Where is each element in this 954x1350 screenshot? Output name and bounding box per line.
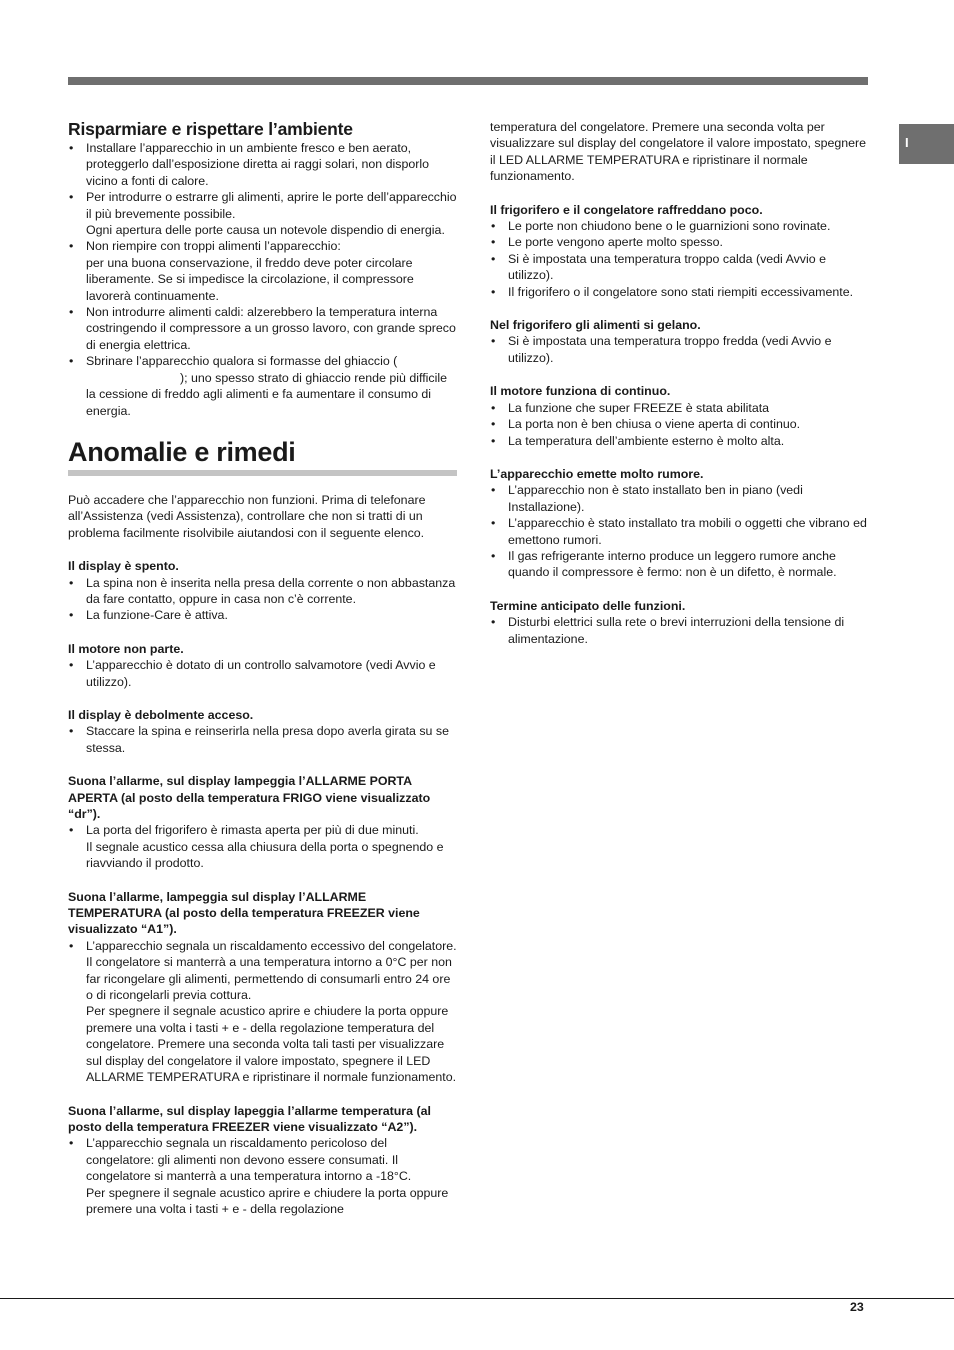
continued-text: temperatura del congelatore. Premere una seconda volta per visualizzare sul display del congelatore il valore impostato, spegnere il LED ALLARME TEMPERATURA e ripristinare il normale funzionamento. [490,120,867,184]
trouble-list [490,400,870,449]
page-number: 23 [850,1300,864,1314]
trouble-heading: Il display è debolmente acceso. [68,707,254,722]
footer-rule [0,1298,954,1299]
language-tab-label: I [905,135,909,150]
trouble-list [68,657,458,690]
trouble-heading: Il display è spento. [68,559,179,574]
trouble-heading: Suona l’allarme, sul display lapeggia l’allarme temperatura (al posto della temperatura FREEZER viene visualizzato “A2”). [68,1103,431,1134]
trouble-list [68,575,458,624]
list-item: • Si è impostata una temperatura troppo calda (vedi Avvio e utilizzo). [490,251,870,284]
list-item: • Installare l’apparecchio in un ambiente fresco e ben aerato, proteggerlo dall’esposizione diretta ai raggi solari, non disporlo vicino a fonti di calore. [68,140,458,189]
list-item: • Il frigorifero o il congelatore sono stati riempiti eccessivamente. [490,284,870,300]
list-item: • Staccare la spina e reinserirla nella presa dopo averla girata su se stessa. [68,723,458,756]
trouble-list [68,723,458,756]
list-item: • Il gas refrigerante interno produce un leggero rumore anche quando il compressore è fermo: non è un difetto, è normale. [490,548,870,581]
list-item: • Non riempire con troppi alimenti l’apparecchio: per una buona conservazione, il freddo deve poter circolare liberamente. Se si impedisce la circolazione, il compressore lavorerà continuamente. [68,238,458,304]
list-item: • La porta non è ben chiusa o viene aperta di continuo. [490,416,870,432]
list-item: • La temperatura dell’ambiente esterno è molto alta. [490,433,870,449]
list-item: • La porta del frigorifero è rimasta aperta per più di due minuti. Il segnale acustico cessa alla chiusura della porta o spegnendo e riavviando il prodotto. [68,822,458,871]
trouble-heading: Suona l’allarme, sul display lampeggia l’ALLARME PORTA APERTA (al posto della temperatura FRIGO viene visualizzato “dr”). [68,774,431,821]
section-title-energy: Risparmiare e rispettare l’ambiente [68,119,353,139]
list-item: • L’apparecchio è dotato di un controllo salvamotore (vedi Avvio e utilizzo). [68,657,458,690]
list-item: • Sbrinare l’apparecchio qualora si formasse del ghiaccio ( ); uno spesso strato di ghiaccio rende più difficile la cessione di freddo agli alimenti e fa aumentare il consumo di energia. [68,353,458,419]
trouble-heading: Il motore funziona di continuo. [490,384,671,399]
trouble-heading: Termine anticipato delle funzioni. [490,598,686,613]
list-item: • L’apparecchio segnala un riscaldamento pericoloso del congelatore: gli alimenti non devono essere consumati. Il congelatore si manterrà a una temperatura intorno a -18°C. Per spegnere il segnale acustico aprire e chiudere la porta oppure premere una volta i tasti + e - della regolazione [68,1135,458,1217]
list-item: • Non introdurre alimenti caldi: alzerebbero la temperatura interna costringendo il compressore a un grosso lavoro, con grande spreco di energia elettrica. [68,304,458,353]
trouble-list [490,482,870,580]
energy-tips-list [68,140,458,419]
trouble-list [490,614,870,647]
list-item: • L’apparecchio non è stato installato ben in piano (vedi Installazione). [490,482,870,515]
list-item: • La funzione che super FREEZE è stata abilitata [490,400,870,416]
list-item: • Per introdurre o estrarre gli alimenti, aprire le porte dell’apparecchio il più brevemente possibile. Ogni apertura delle porte causa un notevole dispendio di energia. [68,189,458,238]
trouble-list [68,938,458,1086]
trouble-list [490,333,870,366]
trouble-heading: Il frigorifero e il congelatore raffreddano poco. [490,202,763,217]
trouble-list [68,822,458,871]
trouble-heading: Suona l’allarme, lampeggia sul display l’ALLARME TEMPERATURA (al posto della temperatura FREEZER viene visualizzato “A1”). [68,889,420,937]
page-title: Anomalie e rimedi [68,436,296,467]
trouble-heading: Nel frigorifero gli alimenti si gelano. [490,318,701,333]
intro-text: Può accadere che l’apparecchio non funzioni. Prima di telefonare all’Assistenza (vedi Assistenza), controllare che non si tratti di un problema facilmente risolvibile aiutandosi con il seguente elenco. [68,492,426,540]
trouble-heading: Il motore non parte. [68,641,184,656]
list-item: • L’apparecchio è stato installato tra mobili o oggetti che vibrano ed emettono rumori. [490,515,870,548]
list-item: • Disturbi elettrici sulla rete o brevi interruzioni della tensione di alimentazione. [490,614,870,647]
header-bar [68,77,868,85]
list-item: • La spina non è inserita nella presa della corrente o non abbastanza da fare contatto, oppure in casa non c’è corrente. [68,575,458,608]
right-column [490,119,870,647]
list-item: • Si è impostata una temperatura troppo fredda (vedi Avvio e utilizzo). [490,333,870,366]
list-item: • Le porte non chiudono bene o le guarnizioni sono rovinate. [490,218,870,234]
language-tab [899,124,954,164]
left-column [68,119,458,1217]
list-item: • La funzione-Care è attiva. [68,607,458,623]
trouble-list [68,1135,458,1217]
list-item: • Le porte vengono aperte molto spesso. [490,234,870,250]
trouble-heading: L’apparecchio emette molto rumore. [490,466,704,481]
trouble-list [490,218,870,300]
list-item: • L’apparecchio segnala un riscaldamento eccessivo del congelatore. Il congelatore si manterrà a una temperatura intorno a 0°C per non far ricongelare gli alimenti, permettendo di consumarli entro 24 ore o di ricongelarli previa cottura. Per spegnere il segnale acustico aprire e chiudere la porta oppure premere una volta i tasti + e - della regolazione temperatura del congelatore. Premere una seconda volta tali tasti per visualizzare sul display del congelatore il valore impostato, spegnere il LED ALLARME TEMPERATURA e ripristinare il normale funzionamento. [68,938,458,1086]
title-underline [68,470,457,476]
